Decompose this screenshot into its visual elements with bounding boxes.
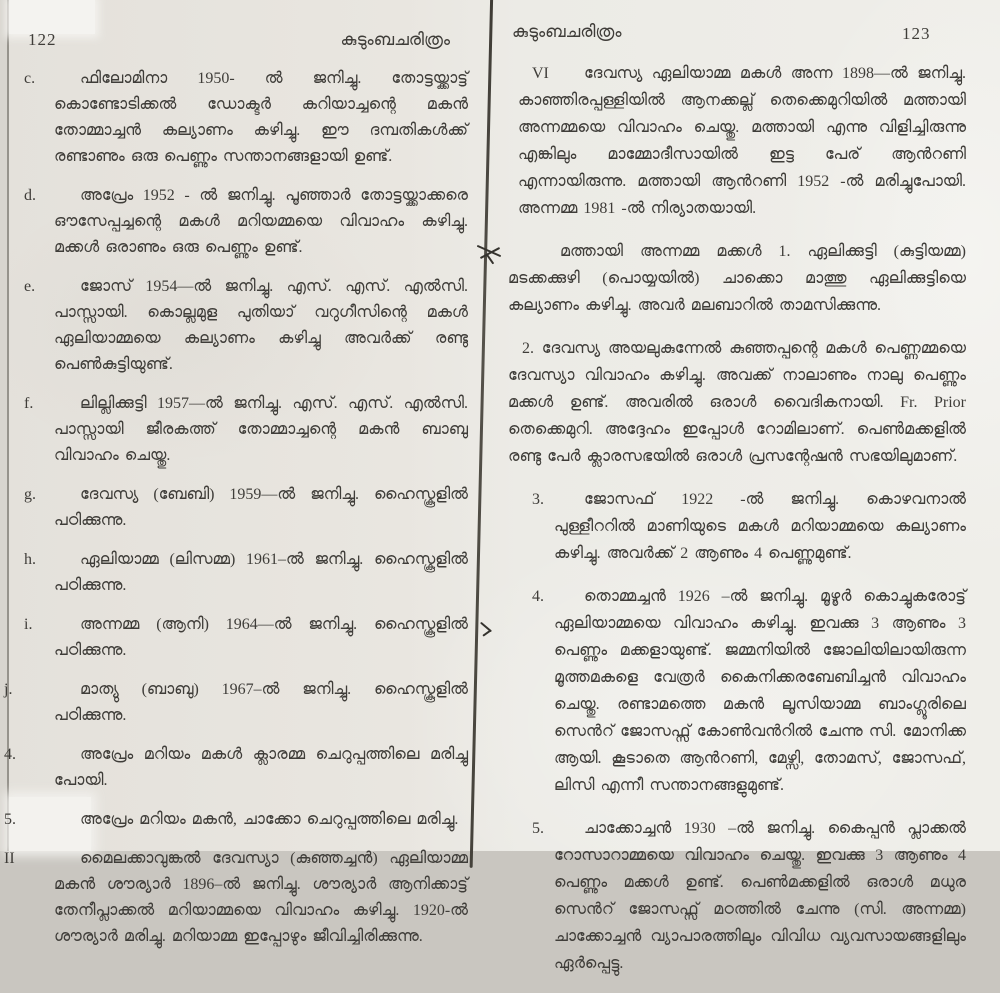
family-record-item [532,815,966,977]
item-text: ദേവസ്യ (ബേബി) 1959—ൽ ജനിച്ചു. ഹൈസ്കൂളിൽ പഠിക്കുന്നു. [54,486,468,529]
item-label: i. [24,616,33,633]
item-label: j. [4,681,13,698]
item-text: മത്തായി അന്നമ്മ മക്കൾ 1. ഏലിക്കുട്ടി (കുട്ടിയമ്മ) മടക്കക്കുഴി (പൊയ്യയിൽ) ചാക്കൊ മാത്തു ഏലിക്കുട്ടിയെ കല്യാണം കഴിച്ചു. അവർ മലബാറിൽ താമസിക്കുന്നു. [508,243,966,314]
item-text: 2. ദേവസ്യ അയലുകുന്നേൽ കുഞ്ഞപ്പന്റെ മകൾ പെണ്ണമ്മയെ ദേവസ്യാ വിവാഹം കഴിച്ചു. അവക്ക് നാലാണും നാലു പെണ്ണും മക്കൾ ഉണ്ട്. അവരിൽ ഒരാൾ വൈദികനായി. Fr. Prior തെക്കെമുറി. അദ്ദേഹം ഇപ്പോൾ റോമിലാണ്. പെൺമക്കളിൽ രണ്ടു പേർ ക്ലാരസഭയിൽ ഒരാൾ പ്രസന്റേഷൻ സഭയിലുമാണ്. [508,340,966,465]
page-left-edge-shadow [0,0,9,851]
family-record-item [24,547,468,599]
family-record-item [508,238,966,319]
family-record-item [4,846,468,950]
family-record-item [4,677,468,729]
family-record-item [4,807,468,833]
family-record-item [24,612,468,664]
family-record-item [24,183,468,261]
item-text: മാത്യു (ബാബു) 1967–ൽ ജനിച്ചു. ഹൈസ്കൂളിൽ പഠിക്കുന്നു. [54,681,468,724]
family-record-item [508,335,966,470]
item-text: ലില്ലിക്കുട്ടി 1957—ൽ ജനിച്ചു. എസ്. എസ്. എൽസി. പാസ്സായി ജീരകത്ത് തോമ്മാച്ചന്റെ മകൻ ബാബു വിവാഹം ചെയ്തു. [54,395,468,464]
left-page-text-column [4,66,468,963]
item-label: e. [24,278,36,295]
item-text: ചാക്കോച്ചൻ 1930 –ൽ ജനിച്ചു. കൈപ്പൻ പ്ലാക്കൽ റോസാറാമ്മയെ വിവാഹം ചെയ്തു. ഇവക്കു 3 ആണും 4 പെണ്ണും മക്കൾ ഉണ്ട്. പെൺമക്കളിൽ ഒരാൾ മധുര സെൻറ് ജോസഫ്സ് മഠത്തിൽ ചേന്നു (സി. അന്നമ്മ) ചാക്കോച്ചൻ വ്യാപാരത്തിലും വിവിധ വ്യവസായങ്ങളിലും ഏർപ്പെട്ടു. [554,820,966,972]
family-record-item [24,391,468,469]
family-record-item [24,274,468,378]
item-text: ദേവസ്യ ഏലിയാമ്മ മകൾ അന്ന 1898—ൽ ജനിച്ചു. കാഞ്ഞിരപ്പള്ളിയിൽ ആനക്കല്ല് തെക്കെമുറിയിൽ മത്തായി അന്നമ്മയെ വിവാഹം ചെയ്തു. മത്തായി എന്നു വിളിച്ചിരുന്നു എങ്കിലും മാമ്മോദീസായിൽ ഇട്ട പേര് ആൻറണി എന്നായിരുന്നു. മത്തായി ആൻറണി 1952 -ൽ മരിച്ചുപോയി. അന്നമ്മ 1981 -ൽ നിര്യാതയായി. [518,65,966,217]
book-binding-line [470,0,494,868]
left-page-number: 122 [28,30,57,49]
item-label: 4. [4,746,16,763]
left-running-title: കുടുംബചരിത്രം [340,30,450,49]
right-running-title: കുടുംബചരിത്രം [512,22,622,41]
item-label: g. [24,486,36,503]
item-text: അപ്രേം മറിയം മകൻ, ചാക്കോ ചെറുപ്പത്തിലെ മരിച്ചു. [80,811,459,828]
binding-stitch-knot [478,620,498,642]
binding-stitch-knot [476,240,506,266]
family-record-item [532,583,966,799]
right-page-text-column [508,60,966,993]
item-label: 4. [532,588,544,605]
item-text: അപ്രേം മറിയം മകൾ ക്ലാരമ്മ ചെറുപ്പത്തിലെ മരിച്ചു പോയി. [54,746,468,789]
item-text: ജോസഫ് 1922 -ൽ ജനിച്ചു. കൊഴവനാൽ പുള്ളീററിൽ മാണിയുടെ മകൾ മറിയാമ്മയെ കല്യാണം കഴിച്ചു. അവർക്ക് 2 ആണും 4 പെണ്ണുമുണ്ട്. [554,491,966,562]
family-record-item [532,486,966,567]
item-text: ജോസ് 1954—ൽ ജനിച്ചു. എസ്. എസ്. എൽസി. പാസ്സായി. കൊല്ലമുള പുതിയാ് വറുഗീസിന്റെ മകൾ ഏലിയാമ്മയെ കല്യാണം കഴിച്ചു അവർക്ക് രണ്ടു പെൺകുട്ടിയുണ്ട്. [54,278,468,373]
item-label: c. [24,70,36,87]
item-label: h. [24,551,36,568]
family-record-item [24,482,468,534]
family-record-item [24,66,468,170]
item-label: d. [24,187,36,204]
item-label: VI [532,65,549,82]
family-record-item [4,742,468,794]
item-text: തൊമ്മച്ചൻ 1926 –ൽ ജനിച്ചു. മൂഴൂർ കൊച്ചുകരോട്ട് ഏലിയാമ്മയെ വിവാഹം കഴിച്ചു. ഇവക്കു 3 ആണും 3 പെണ്ണും മക്കളായുണ്ട്. ജമ്മനിയിൽ ജോലിയിലായിരുന്ന മൂത്തമകളെ വേത്രർ കൈനിക്കരബേബിച്ചൻ വിവാഹം ചെയ്തു. രണ്ടാമത്തെ മകൻ ലൂസിയാമ്മ ബാംഗ്ലൂരിലെ സെൻറ് ജോസഫ്സ് കോൺവൻറിൽ ചേന്നു സി. മോനിക്ക ആയി. കൂടാതെ ആൻറണി, മേഴ്സി, തോമസ്, ജോസഫ്, ലിസി എന്നീ സന്താനങ്ങളുമുണ്ട്. [554,588,966,794]
item-label: 5. [4,811,16,828]
item-text: മൈലക്കാവുങ്കൽ ദേവസ്യാ (കുഞ്ഞച്ചൻ) ഏലിയാമ്മ മകൻ ശൗര്യാർ 1896–ൽ ജനിച്ചു. ശൗര്യാർ ആനിക്കാട്ട് തേനീപ്ലാക്കൽ മറിയാമ്മയെ വിവാഹം കഴിച്ചു. 1920-ൽ ശൗര്യാർ മരിച്ചു. മറിയാമ്മ ഇപ്പോഴും ജീവിച്ചിരിക്കുന്നു. [54,850,468,945]
scan-light-patch-top-left [9,0,95,34]
item-label: f. [24,395,34,412]
item-text: ഫിലോമിനാ 1950- ൽ ജനിച്ചു. തോട്ടയ്ക്കാട്ട് കൊണ്ടോടിക്കൽ ഡോക്ടർ കറിയാച്ചന്റെ മകൻ തോമ്മാച്ചൻ കല്യാണം കഴിച്ചു. ഈ ദമ്പതികൾക്ക് രണ്ടാണും ഒരു പെണ്ണും സന്താനങ്ങളായി ഉണ്ട്. [54,70,468,165]
family-record-item [518,60,966,222]
item-label: 3. [532,491,544,508]
item-text: അന്നമ്മ (ആനി) 1964—ൽ ജനിച്ചു. ഹൈസ്കൂളിൽ പഠിക്കുന്നു. [54,616,468,659]
item-label: II [4,850,15,867]
item-label: 5. [532,820,544,837]
item-text: അപ്രേം 1952 - ൽ ജനിച്ചു. പൂഞ്ഞാർ തോട്ടയ്ക്കാക്കരെ ഔസേപ്പച്ചന്റെ മകൾ മറിയമ്മയെ വിവാഹം കഴിച്ചു. മക്കൾ ഒരാണും ഒരു പെണ്ണും ഉണ്ട്. [54,187,468,256]
item-text: ഏലിയാമ്മ (ലിസമ്മ) 1961–ൽ ജനിച്ചു. ഹൈസ്കൂളിൽ പഠിക്കുന്നു. [54,551,468,594]
right-page-number: 123 [902,24,931,43]
